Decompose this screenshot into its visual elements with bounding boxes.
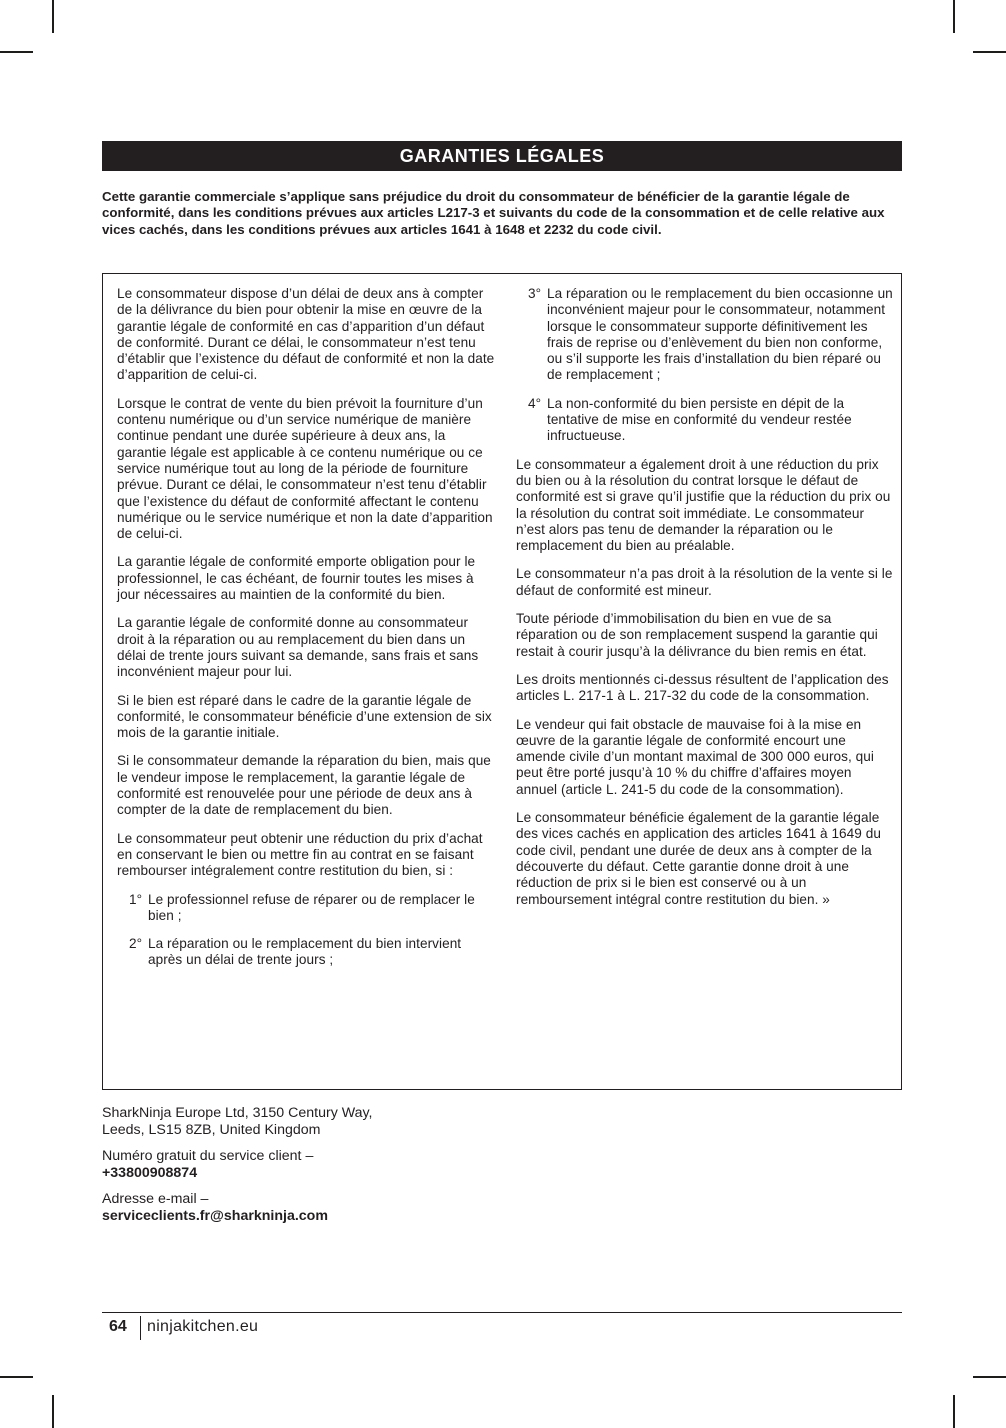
email-address: serviceclients.fr@sharkninja.com xyxy=(102,1207,328,1224)
crop-mark xyxy=(973,51,1006,53)
paragraph: Lorsque le contrat de vente du bien prévoit la fourniture d’un contenu numérique ou d’un service numérique de manière continue pendant une durée supérieure à deux ans, la garantie légale est applicable à ce contenu numérique ou ce service numérique tout au long de la période de fourniture prévue. Durant ce délai, le consommateur n’est tenu d’établir que l’existence du défaut de conformité affectant le contenu numérique ou le service numérique et non la date d’apparition de celui-ci. xyxy=(117,395,493,542)
paragraph: Le vendeur qui fait obstacle de mauvaise foi à la mise en œuvre de la garantie légale de conformité encourt une amende civile d’un montant maximal de 300 000 euros, qui peut être porté jusqu’à 10 % du chiffre d’affaires moyen annuel (article L. 241-5 du code de la consommation). xyxy=(516,716,874,797)
crop-mark xyxy=(0,1376,33,1378)
section-title: GARANTIES LÉGALES xyxy=(102,141,902,171)
paragraph: Si le consommateur demande la réparation du bien, mais que le vendeur impose le remplacement, la garantie légale de conformité est renouvelée pour une période de deux ans à compter de la date de remplacement du bien. xyxy=(117,753,491,818)
paragraph: Le consommateur bénéficie également de la garantie légale des vices cachés en application des articles 1641 à 1649 du code civil, pendant une durée de deux ans à compter de la découverte du défaut. Cette garantie donne droit à une réduction de prix si le bien est conservé ou à un remboursement intégral contre restitution du bien. » xyxy=(516,810,881,907)
address-line: SharkNinja Europe Ltd, 3150 Century Way, xyxy=(102,1105,373,1121)
footer-site: ninjakitchen.eu xyxy=(147,1318,259,1335)
contact-block xyxy=(102,1105,522,1234)
crop-mark xyxy=(52,0,54,33)
paragraph: Le consommateur dispose d’un délai de deux ans à compter de la délivrance du bien pour obtenir la mise en œuvre de la garantie légale de conformité en cas d’apparition d’un défaut de conformité. Durant ce délai, le consommateur n’est tenu d’établir que l’existence du défaut de conformité et non la date d’apparition de celui-ci. xyxy=(117,286,495,383)
address-line: Leeds, LS15 8ZB, United Kingdom xyxy=(102,1121,321,1138)
crop-mark xyxy=(52,1395,54,1428)
crop-mark xyxy=(973,1376,1006,1378)
legal-text-box xyxy=(102,273,902,1090)
list-item-text: La réparation ou le remplacement du bien occasionne un inconvénient majeur pour le consommateur, notamment lorsque le consommateur supporte définitivement les frais de reprise ou d’enlèvement du bien non conforme, ou s’il supporte les frais d’installation du bien réparé ou de remplacement ; xyxy=(547,286,893,383)
list-item xyxy=(117,892,495,925)
list-item-text: La non-conformité du bien persiste en dépit de la tentative de mise en conformité du vendeur restée infructueuse. xyxy=(547,395,852,444)
email-label: Adresse e-mail – xyxy=(102,1191,209,1207)
paragraph: La garantie légale de conformité donne au consommateur droit à la réparation ou au remplacement du bien dans un délai de trente jours suivant sa demande, sans frais et sans inconvénient majeur pour lui. xyxy=(117,615,479,680)
phone-label: Numéro gratuit du service client – xyxy=(102,1148,314,1164)
paragraph: Toute période d’immobilisation du bien en vue de sa réparation ou de son remplacement suspend la garantie qui restait à courir jusqu’à la délivrance du bien remis en état. xyxy=(516,611,878,659)
list-item xyxy=(117,936,495,969)
list-item-text: La réparation ou le remplacement du bien intervient après un délai de trente jours ; xyxy=(148,936,462,968)
paragraph: La garantie légale de conformité emporte obligation pour le professionnel, le cas échéant, de fournir toutes les mises à jour nécessaires au maintien de la conformité du bien. xyxy=(117,554,476,603)
phone-number: +33800908874 xyxy=(102,1164,198,1181)
crop-mark xyxy=(0,51,33,53)
phone-block xyxy=(102,1148,522,1181)
list-item-number: 4° xyxy=(528,395,542,411)
list-item-number: 2° xyxy=(129,936,143,952)
footer-separator xyxy=(140,1316,141,1340)
list-item-number: 3° xyxy=(528,286,542,301)
right-column xyxy=(516,286,893,920)
paragraph: Le consommateur n’a pas droit à la résolution de la vente si le défaut de conformité est mineur. xyxy=(516,566,893,598)
list-item-number: 1° xyxy=(129,891,143,907)
list-item-text: Le professionnel refuse de réparer ou de remplacer le bien ; xyxy=(148,891,475,923)
list-item xyxy=(516,396,893,445)
address xyxy=(102,1105,522,1138)
paragraph: Le consommateur a également droit à une réduction du prix du bien ou à la résolution du contrat lorsque le défaut de conformité est si grave qu’il justifie que la réduction du prix ou la résolution du contrat soit immédiate. Le consommateur n’est alors pas tenu de demander la réparation ou le remplacement du bien au préalable. xyxy=(516,456,891,554)
list-item xyxy=(516,286,893,384)
intro-paragraph: Cette garantie commerciale s’applique sans préjudice du droit du consommateur de bénéficier de la garantie légale de conformité, dans les conditions prévues aux articles L217-3 et suivants du code de la consommation et de celle relative aux vices cachés, dans les conditions prévues aux articles 1641 à 1648 et 2232 du code civil. xyxy=(102,189,885,237)
paragraph: Si le bien est réparé dans le cadre de la garantie légale de conformité, le consommateur bénéficie d’une extension de six mois de la garantie initiale. xyxy=(117,692,492,741)
left-column xyxy=(117,286,495,981)
paragraph: Les droits mentionnés ci-dessus résultent de l’application des articles L. 217-1 à L. 217-32 du code de la consommation. xyxy=(516,671,889,704)
crop-mark xyxy=(953,0,955,33)
footer-rule xyxy=(102,1312,902,1313)
paragraph: Le consommateur peut obtenir une réduction du prix d’achat en conservant le bien ou mettre fin au contrat en se faisant rembourser intégralement contre restitution du bien, si : xyxy=(117,830,483,879)
email-block xyxy=(102,1191,522,1224)
page-number: 64 xyxy=(109,1318,127,1335)
crop-mark xyxy=(953,1395,955,1428)
